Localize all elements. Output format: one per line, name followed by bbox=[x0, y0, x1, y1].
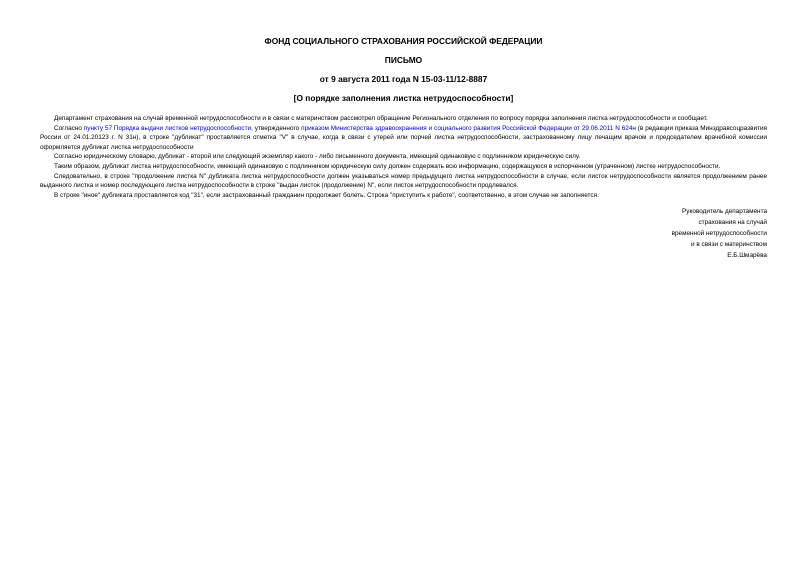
paragraph-6: В строке "иное" дубликата проставляется код "31", если застрахованный гражданин продолжает болеть. Строка "приступить к работе", соответственно, в этом случае не заполняется. bbox=[54, 191, 599, 199]
document-title: [О порядке заполнения листка нетрудоспособности] bbox=[293, 93, 514, 103]
organization-heading: ФОНД СОЦИАЛЬНОГО СТРАХОВАНИЯ РОССИЙСКОЙ ФЕДЕРАЦИИ bbox=[264, 36, 543, 46]
paragraph-2-text-3: (в редакции приказа Минздравсоцразвития России от 24.01.20123 г. N 31н), в строке "дубликат" проставляется отметка "V" в случае, когда в связи с утерей или порчей листка нетрудоспособности, застрахованному лицу лечащим врачом и председателем врачебной комиссии оформляется дубликат листка нетрудоспособности bbox=[40, 124, 768, 151]
link-ministry-order[interactable]: приказом Министерства здравоохранения и социального развития Российской Федерации от 29.06.2011 N 624н bbox=[301, 124, 636, 132]
paragraph-2 bbox=[40, 124, 767, 153]
paragraph-2-text-1: Согласно bbox=[54, 124, 84, 132]
signature-name: Е.Б.Шмарёва bbox=[727, 252, 767, 260]
paragraph-4: Таким образом, дубликат листка нетрудоспособности, имеющий одинаковую с подлинником юридическую силу должен содержать всю информацию, содержащуюся в испорченном (утраченном) листке нетрудоспособности. bbox=[54, 162, 721, 170]
signature-block bbox=[40, 206, 767, 261]
signature-line-3: временной нетрудоспособности bbox=[671, 230, 767, 238]
signature-line-4: и в связи с материнством bbox=[690, 241, 767, 249]
paragraph-1: Департамент страхования на случай временной нетрудоспособности и в связи с материнством рассмотрел обращение Регионального отделения по вопросу порядка заполнения листка нетрудоспособности и сообщает. bbox=[54, 115, 708, 122]
document-type: ПИСЬМО bbox=[384, 55, 423, 65]
signature-line-2: страхования на случай bbox=[698, 219, 767, 227]
link-paragraph-57[interactable]: пункту 57 Порядка выдачи листков нетрудоспособности bbox=[83, 124, 252, 132]
paragraph-3: Согласно юридическому словарю, дубликат - второй или следующий экземпляр какого - либо письменного документа, имеющий одинаковую с подлинником юридическую силу. bbox=[54, 153, 581, 161]
document-date-number: от 9 августа 2011 года N 15-03-11/12-8887 bbox=[319, 74, 488, 84]
paragraph-5: Следовательно, в строке "продолжение листка N" дубликата листка нетрудоспособности должен указываться номер предыдущего листка нетрудоспособности в случае, если листок нетрудоспособности является продолжением ранее выданного листка и номер последующего листка нетрудоспособности в строке "выдан листок (продолжение) N", если листок нетрудоспособности продлевался. bbox=[40, 172, 767, 190]
signature-line-1: Руководитель департамента bbox=[682, 208, 767, 216]
paragraph-2-text-2: , утвержденного bbox=[251, 124, 302, 132]
document-body bbox=[40, 114, 767, 200]
